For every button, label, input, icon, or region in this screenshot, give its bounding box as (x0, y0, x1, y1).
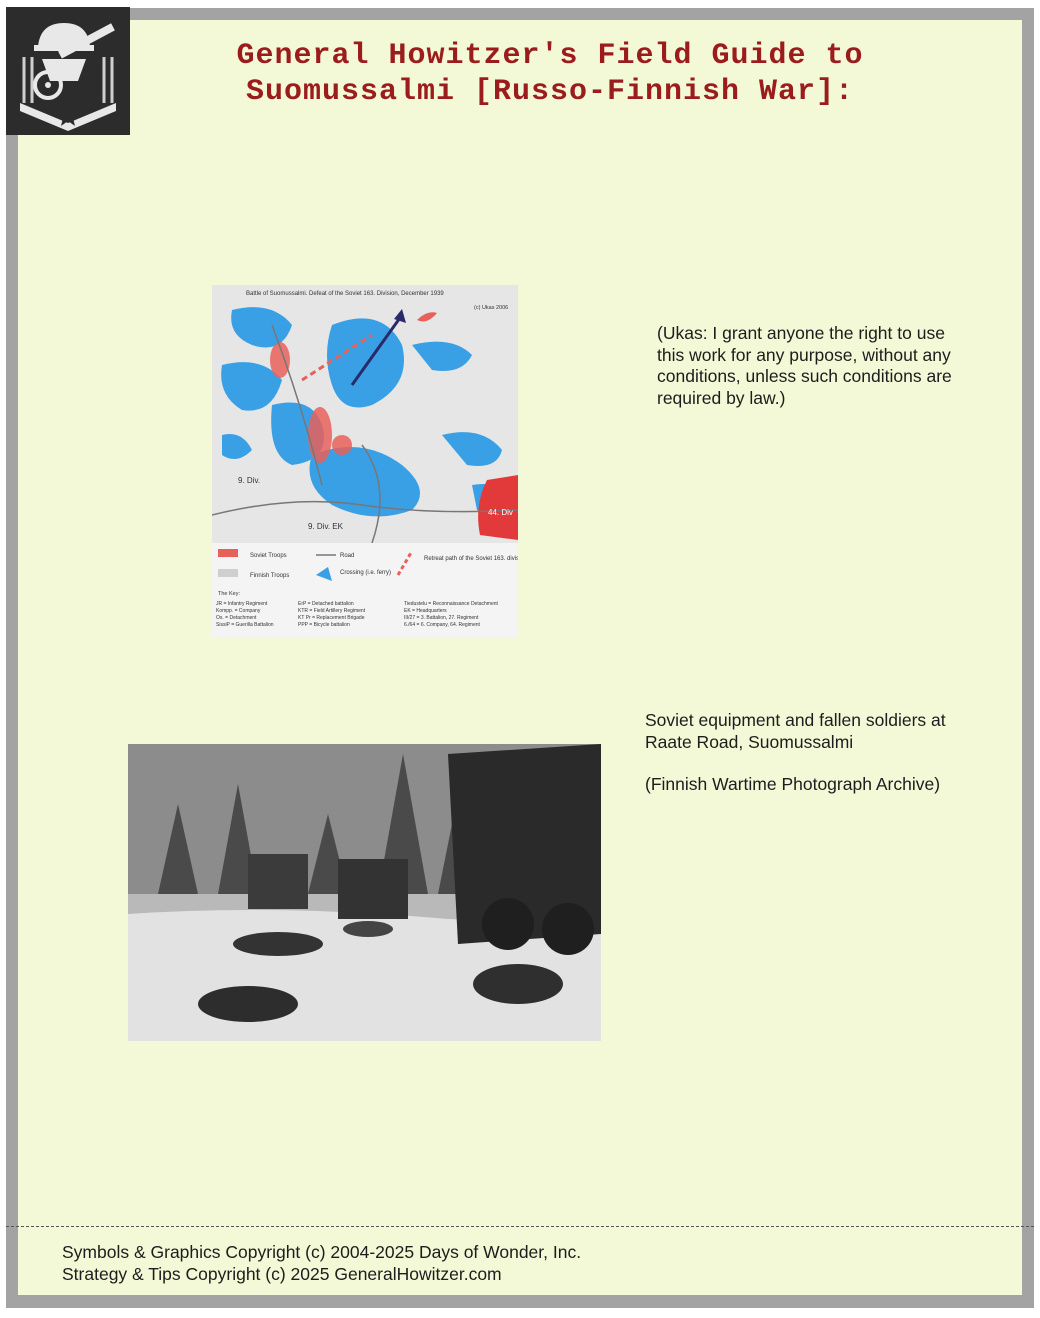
page-title-line-1: General Howitzer's Field Guide to (236, 39, 864, 73)
footer-copyright-strategy: Strategy & Tips Copyright (c) 2025 GeneralHowitzer.com (62, 1263, 502, 1284)
footer (62, 1242, 581, 1285)
legend-finnish-swatch (218, 569, 238, 577)
key-item: Os. = Detachment (216, 615, 257, 621)
map-credit: (c) Ukas 2006 (474, 305, 509, 311)
raate-road-photo[interactable] (128, 744, 601, 1041)
page-title-line-2: Suomussalmi [Russo-Finnish War]: (245, 75, 855, 109)
key-item: Kompp. = Company (216, 608, 261, 614)
raate-road-photo-graphic (128, 744, 601, 1041)
key-item: III/27 = 3. Battalion, 27. Regiment (404, 615, 479, 621)
legend-finnish: Finnish Troops (250, 573, 290, 579)
battle-map-image[interactable] (212, 285, 518, 637)
key-title: The Key: (218, 591, 241, 597)
map-label-9-div: 9. Div. (238, 476, 261, 485)
map-title: Battle of Suomussalmi. Defeat of the Soviet 163. Division, December 1939 (246, 291, 444, 297)
map-caption: (Ukas: I grant anyone the right to use this work for any purpose, without any conditions, unless such conditions are required by law.) (657, 323, 952, 408)
key-item: KT Pr = Replacement Brigade (298, 615, 365, 621)
photo-caption (645, 710, 985, 796)
legend-crossing: Crossing (i.e. ferry) (340, 570, 392, 576)
map-label-9-div-ek: 9. Div. EK (308, 522, 343, 531)
key-item: ErP = Detached battalion (298, 601, 354, 607)
key-item: PPP = Bicycle battalion (298, 622, 350, 628)
legend-retreat: Retreat path of the Soviet 163. division (424, 556, 518, 562)
legend-soviet: Soviet Troops (250, 553, 287, 559)
key-item: KTR = Field Artillery Regiment (298, 608, 366, 614)
footer-divider (6, 1226, 1034, 1227)
page-title (150, 38, 950, 110)
page-body (18, 20, 1022, 1295)
key-item: Tiedustelu = Reconnaissance Detachment (404, 601, 498, 607)
footer-copyright-graphics: Symbols & Graphics Copyright (c) 2004-2025 Days of Wonder, Inc. (62, 1242, 582, 1262)
key-item: EK = Headquarters (404, 608, 447, 614)
logo[interactable] (6, 7, 130, 135)
photo-caption-source: (Finnish Wartime Photograph Archive) (645, 774, 941, 794)
photo-caption-description: Soviet equipment and fallen soldiers at Raate Road, Suomussalmi (645, 710, 946, 752)
howitzer-logo-icon (6, 7, 130, 135)
map-label-44-div: 44. Div (488, 508, 513, 517)
key-item: JR = Infantry Regiment (216, 601, 268, 607)
legend-soviet-swatch (218, 549, 238, 557)
battle-map-graphic (212, 285, 518, 637)
legend-road: Road (340, 553, 355, 559)
key-item: SissiP = Guerilla Battalion (216, 622, 274, 628)
key-item: 6./64 = 6. Company, 64. Regiment (404, 622, 480, 628)
